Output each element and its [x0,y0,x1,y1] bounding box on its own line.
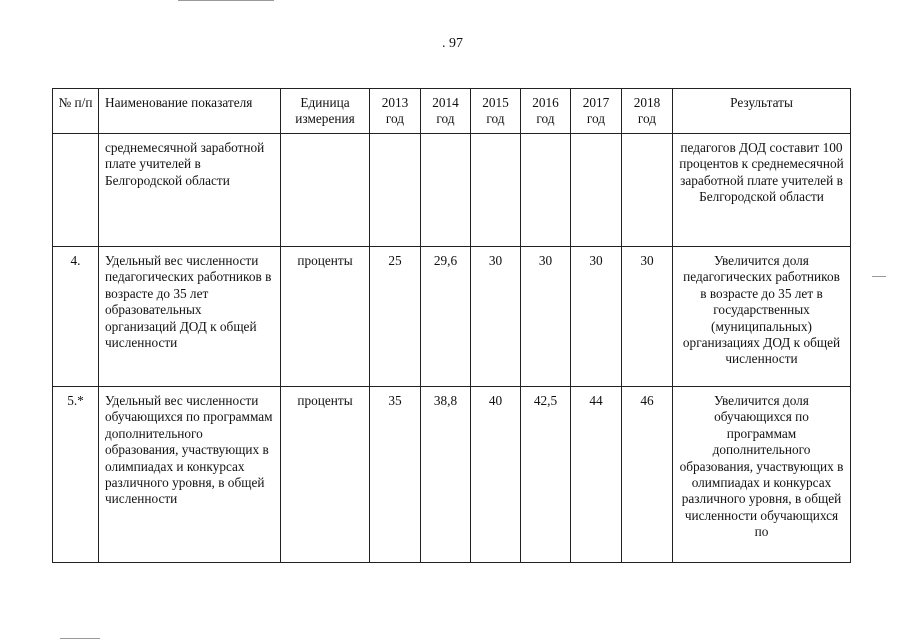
header-year-2014: 2014 год [421,89,471,134]
value-2016: 42,5 [521,387,571,563]
value-2016: 30 [521,247,571,387]
value-2015: 40 [471,387,521,563]
value-2014: 29,6 [421,247,471,387]
value-2017: 30 [571,247,622,387]
page-number: . 97 [442,36,463,51]
value-2015: 30 [471,247,521,387]
header-year-2015: 2015 год [471,89,521,134]
header-name: Наименование показателя [99,89,281,134]
header-results: Результаты [673,89,851,134]
value-2017 [571,134,622,247]
row-number: 4. [53,247,99,387]
value-2016 [521,134,571,247]
value-2015 [471,134,521,247]
value-2013: 35 [370,387,421,563]
indicator-name: Удельный вес численности обучающихся по программам дополнительного образования, участвующих в олимпиадах и конкурсах различного уровня, в общей численности [99,387,281,563]
indicator-unit [281,134,370,247]
indicator-results: Увеличится доля педагогических работников в возрасте до 35 лет в государственных (муниципальных) организациях ДОД к общей численности [673,247,851,387]
header-year-2018: 2018 год [622,89,673,134]
value-2018 [622,134,673,247]
header-num: № п/п [53,89,99,134]
value-2014: 38,8 [421,387,471,563]
value-2013 [370,134,421,247]
table-row [53,387,851,563]
table-row [53,134,851,247]
header-year-2016: 2016 год [521,89,571,134]
scan-mark-top [178,0,274,1]
header-year-2017: 2017 год [571,89,622,134]
value-2017: 44 [571,387,622,563]
header-year-2013: 2013 год [370,89,421,134]
row-number: 5.* [53,387,99,563]
value-2014 [421,134,471,247]
indicator-results: педагогов ДОД составит 100 процентов к среднемесячной заработной плате учителей в Белгородской области [673,134,851,247]
value-2013: 25 [370,247,421,387]
table-row [53,247,851,387]
row-number [53,134,99,247]
scan-mark-bottom [60,638,100,639]
indicator-results: Увеличится доля обучающихся по программам дополнительного образования, участвующих в олимпиадах и конкурсах различного уровня, в общей численности обучающихся по [673,387,851,563]
indicator-name: среднемесячной заработной плате учителей в Белгородской области [99,134,281,247]
table-header-row [53,89,851,134]
indicator-unit: проценты [281,247,370,387]
indicators-table [52,88,851,563]
header-unit: Единица измерения [281,89,370,134]
indicator-unit: проценты [281,387,370,563]
scan-mark-right [872,276,886,277]
indicator-name: Удельный вес численности педагогических работников в возрасте до 35 лет образовательных организаций ДОД к общей численности [99,247,281,387]
value-2018: 46 [622,387,673,563]
value-2018: 30 [622,247,673,387]
